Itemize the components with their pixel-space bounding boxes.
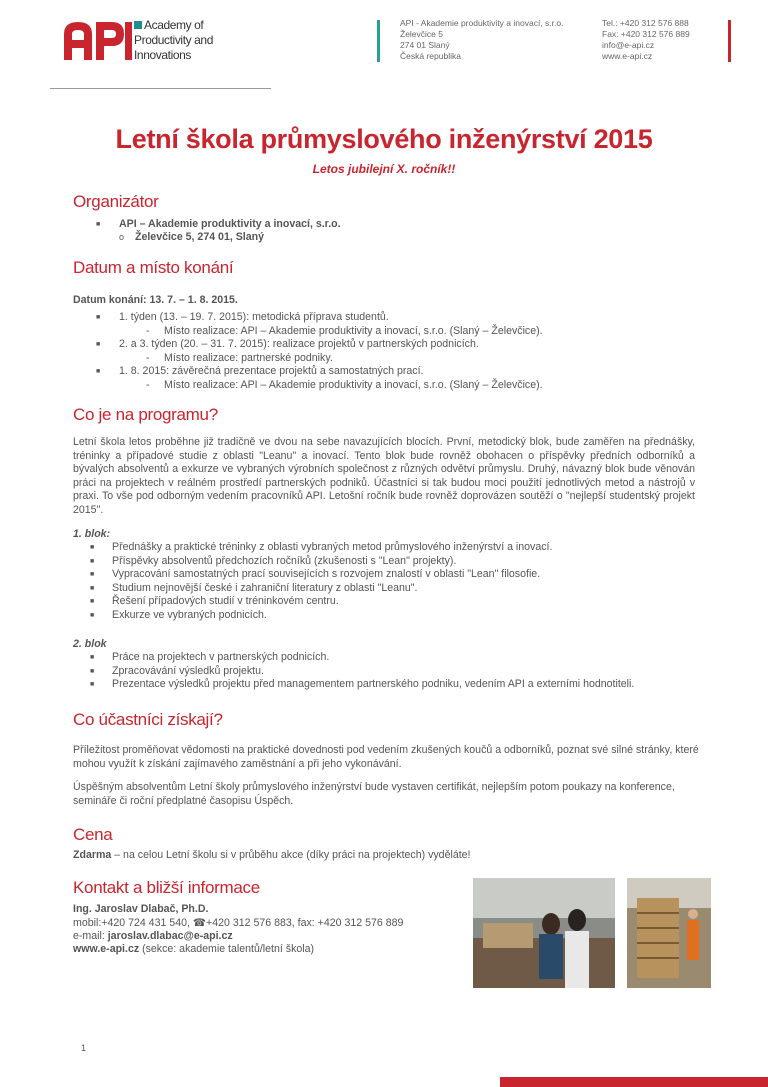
bullet: ■ bbox=[90, 598, 95, 605]
organizer-address: Želevčice 5, 274 01, Slaný bbox=[135, 231, 264, 243]
logo-line: Innovations bbox=[134, 48, 191, 62]
block-item: Řešení případových studií v tréninkovém centru. bbox=[112, 595, 339, 607]
photo-workshop bbox=[473, 878, 615, 988]
contact-web-row bbox=[73, 943, 314, 957]
bullet: ■ bbox=[96, 368, 101, 375]
block2-label: 2. blok bbox=[73, 638, 107, 650]
benefits-p1: Příležitost proměňovat vědomosti na praktické dovednosti pod vedením zkušených koučů a odborníků, poznat své silné stránky, které mohou využít k získání zajímavého zaměstnání a při jeho vykonávání. bbox=[73, 744, 699, 770]
heading-dates: Datum a místo konání bbox=[73, 258, 234, 277]
block1-label: 1. blok: bbox=[73, 528, 111, 540]
block-item: Prezentace výsledků projektu před managementem partnerského podniku, vedením API a externími hodnotiteli. bbox=[112, 678, 635, 690]
dash: - bbox=[146, 324, 150, 337]
date-item: 1. týden (13. – 19. 7. 2015): metodická příprava studentů. bbox=[119, 311, 389, 323]
bullet: ■ bbox=[96, 341, 101, 348]
contact-email-row bbox=[73, 930, 233, 944]
dash: - bbox=[146, 378, 150, 391]
logo-line: Productivity and bbox=[134, 33, 213, 47]
bullet: ■ bbox=[90, 654, 95, 661]
date-line: Datum konání: 13. 7. – 1. 8. 2015. bbox=[73, 294, 238, 306]
date-item: 2. a 3. týden (20. – 31. 7. 2015): realizace projektů v partnerských podnicích. bbox=[119, 338, 479, 350]
photo-pallets bbox=[627, 878, 711, 988]
dash: - bbox=[146, 351, 150, 364]
bullet: ■ bbox=[90, 571, 95, 578]
date-item: 1. 8. 2015: závěrečná prezentace projektů a samostatných prací. bbox=[119, 365, 424, 377]
program-text: Letní škola letos proběhne již tradičně ve dvou na sebe navazujících blocích. První, metodický blok, bude zaměřen na přednášky, tréninky a případové studie z oblasti "Leanu" a inovací. Tento blok bude rovněž obohacen o příspěvky předních odborníků a bývalých absolventů a exkurze ve vybraných výrobních společnost z různých odvětví průmyslu. Druhý, návazný blok bude věnován práci na projektech v reálném prostředí partnerských podniků. Účastníci si tak budou moci použití jednotlivých metod a nástrojů v praxi. To vše pod odborným vedením pracovníků API. Letošní ročník bude rovněž doprovázen soutěží o "nejlepší studentský projekt 2015". bbox=[73, 436, 695, 516]
organizer-name: API – Akademie produktivity a inovací, s.r.o. bbox=[119, 218, 341, 230]
header-contact bbox=[602, 18, 690, 62]
block-item: Přednášky a praktické tréninky z oblasti vybraných metod průmyslového inženýrství a inovací. bbox=[112, 541, 553, 553]
block-item: Práce na projektech v partnerských podnicích. bbox=[112, 651, 330, 663]
bullet: ■ bbox=[90, 557, 95, 565]
footer-bar bbox=[500, 1077, 768, 1087]
benefits-p2: Úspěšným absolventům Letní školy průmyslového inženýrství bude vystaven certifikát, nejlepším potom poukazy na konference, semináře či roční předplatné časopisu Úspěch. bbox=[73, 781, 675, 807]
date-place: Místo realizace: partnerské podniky. bbox=[164, 351, 333, 364]
date-place: Místo realizace: API – Akademie produktivity a inovací, s.r.o. (Slaný – Želevčice). bbox=[164, 378, 543, 391]
email-label: e-mail: bbox=[73, 930, 108, 942]
block-item: Příspěvky absolventů předchozích ročníků (zkušenosti s "Lean" projekty). bbox=[112, 554, 457, 567]
bullet: ■ bbox=[90, 681, 95, 688]
page-title: Letní škola průmyslového inženýrství 2015 bbox=[115, 124, 653, 154]
block-item: Studium nejnovější české i zahraniční literatury z oblasti "Leanu". bbox=[112, 581, 418, 594]
contact-name: Ing. Jaroslav Dlabač, Ph.D. bbox=[73, 903, 209, 915]
header-rule bbox=[50, 88, 271, 89]
contact-web[interactable]: www.e-api.cz bbox=[73, 943, 140, 955]
logo-line: Academy of bbox=[144, 18, 204, 32]
bullet: ■ bbox=[90, 584, 95, 592]
api-logo bbox=[62, 18, 132, 62]
price-text bbox=[73, 849, 471, 863]
heading-price: Cena bbox=[73, 825, 113, 844]
subtitle: Letos jubilejní X. ročník!! bbox=[312, 162, 456, 176]
phone: Tel.: +420 312 576 888 bbox=[602, 18, 689, 28]
heading-benefits: Co účastníci získají? bbox=[73, 710, 223, 729]
price-note: – na celou Letní školu si v průběhu akce (díky práci na projektech) vyděláte! bbox=[111, 849, 471, 861]
bullet: ■ bbox=[96, 314, 101, 321]
bullet: ■ bbox=[90, 544, 95, 551]
web-note: (sekce: akademie talentů/letní škola) bbox=[139, 943, 315, 955]
logo-text bbox=[134, 18, 213, 63]
address-line: API - Akademie produktivity a inovací, s.r.o. bbox=[400, 18, 564, 28]
heading-program: Co je na programu? bbox=[73, 405, 218, 424]
date-place: Místo realizace: API – Akademie produktivity a inovací, s.r.o. (Slaný – Želevčice). bbox=[164, 324, 543, 337]
fax: Fax: +420 312 576 889 bbox=[602, 29, 690, 39]
address-line: Želevčice 5 bbox=[400, 29, 443, 39]
contact-email[interactable]: jaroslav.dlabac@e-api.cz bbox=[107, 930, 233, 942]
teal-divider bbox=[377, 20, 380, 62]
circle-bullet: o bbox=[119, 232, 125, 242]
address-line: Česká republika bbox=[400, 51, 461, 61]
heading-organizer: Organizátor bbox=[73, 192, 159, 211]
red-divider bbox=[728, 20, 731, 62]
address-line: 274 01 Slaný bbox=[400, 40, 450, 50]
block-item: Vypracování samostatných prací souvisejících s rozvojem znalostí v oblasti "Lean" filosofie. bbox=[112, 568, 541, 580]
block-item: Exkurze ve vybraných podnicích. bbox=[112, 608, 267, 621]
web-link[interactable]: www.e-api.cz bbox=[602, 51, 653, 61]
block-item: Zpracovávání výsledků projektu. bbox=[112, 664, 264, 677]
email-link[interactable]: info@e-api.cz bbox=[602, 40, 655, 50]
contact-phones: mobil:+420 724 431 540, ☎+420 312 576 883, fax: +420 312 576 889 bbox=[73, 917, 404, 929]
price-free: Zdarma bbox=[73, 849, 112, 861]
heading-contact: Kontakt a bližší informace bbox=[73, 878, 260, 897]
bullet: ■ bbox=[96, 221, 101, 228]
header-address bbox=[400, 18, 563, 62]
bullet: ■ bbox=[90, 611, 95, 619]
bullet: ■ bbox=[90, 667, 95, 675]
page-number: 1 bbox=[81, 1043, 87, 1053]
